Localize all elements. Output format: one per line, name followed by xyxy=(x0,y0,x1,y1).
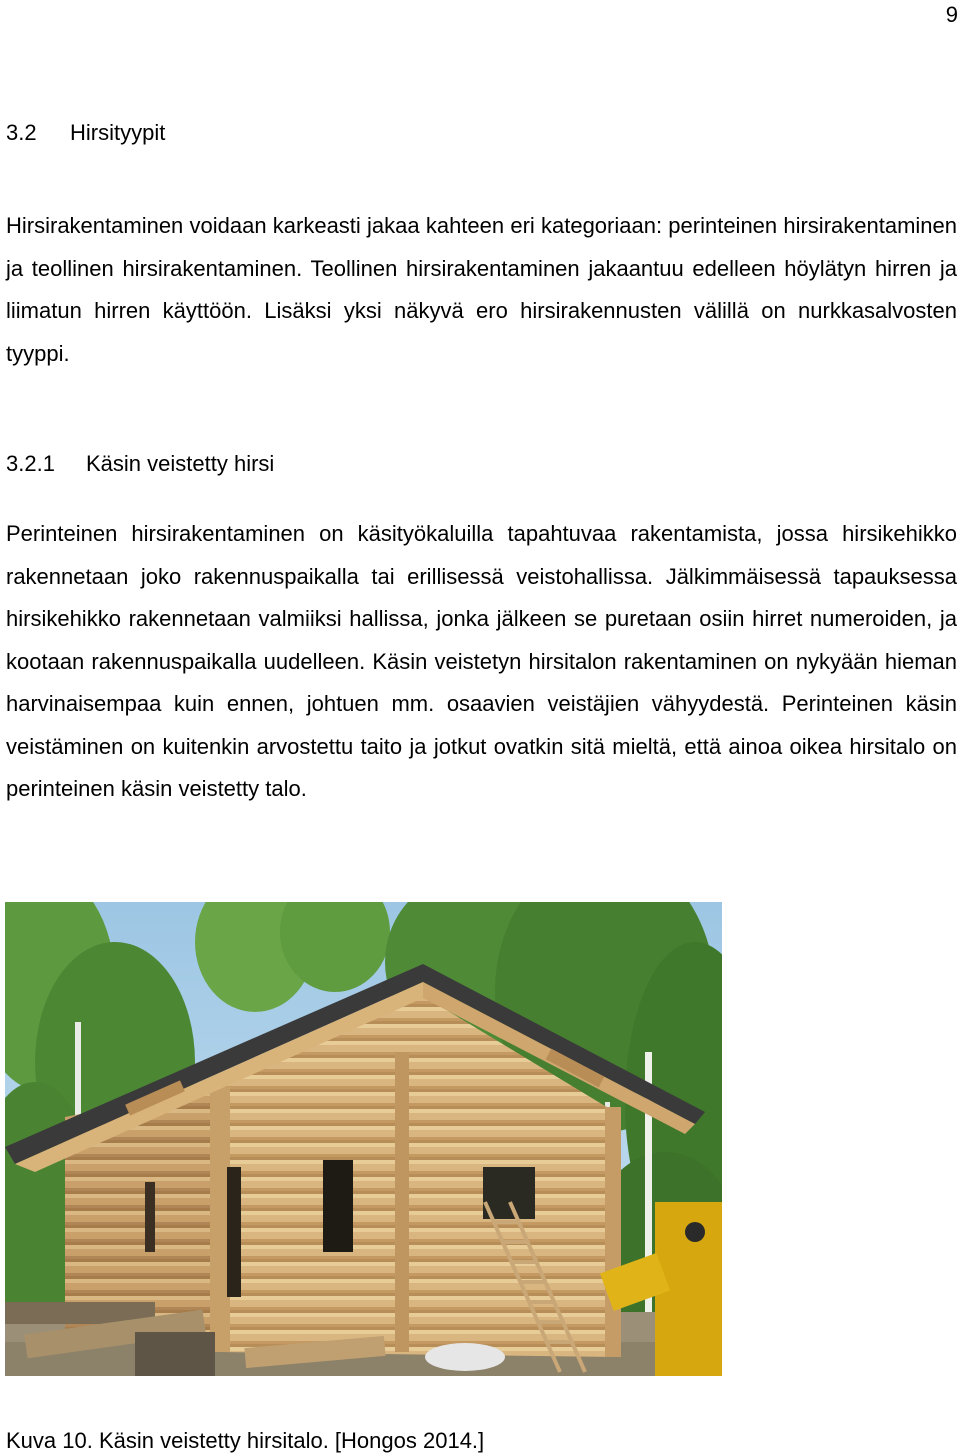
section-title: Hirsityypit xyxy=(70,120,166,145)
subsection-paragraph: Perinteinen hirsirakentaminen on käsityökaluilla tapahtuvaa rakentamista, jossa hirsikehikko rakennetaan joko rakennuspaikalla tai erillisessä veistohallissa. Jälkimmäisessä tapauksessa hirsikehikko rakennetaan valmiiksi hallissa, jonka jälkeen se puretaan osiin hirret numeroiden, ja kootaan rakennuspaikalla uudelleen. Käsin veistetyn hirsitalon rakentaminen on nykyään hieman harvinaisempaa kuin ennen, johtuen mm. osaavien veistäjien vähyydestä. Perinteinen käsin veistäminen on kuitenkin arvostettu taito ja jotkut ovatkin sitä mieltä, että ainoa oikea hirsitalo on perinteinen käsin veistetty talo. xyxy=(6,521,957,801)
log-house-photo xyxy=(5,902,722,1376)
window-left xyxy=(323,1160,353,1252)
subsection-heading xyxy=(6,449,274,479)
figure-caption: Kuva 10. Käsin veistetty hirsitalo. [Hongos 2014.] xyxy=(6,1428,485,1453)
side-window xyxy=(145,1182,155,1252)
section-paragraph: Hirsirakentaminen voidaan karkeasti jakaa kahteen eri kategoriaan: perinteinen hirsirakentaminen ja teollinen hirsirakentaminen. Teollinen hirsirakentaminen jakaantuu edelleen höylätyn hirren ja liimatun hirren käyttöön. Lisäksi yksi näkyvä ero hirsirakennusten välillä on nurkkasalvosten tyyppi. xyxy=(6,213,957,366)
log-house-illustration xyxy=(5,902,722,1376)
subsection-title: Käsin veistetty hirsi xyxy=(86,451,275,476)
side-door xyxy=(227,1167,241,1297)
section-number: 3.2 xyxy=(6,120,37,145)
subsection-number: 3.2.1 xyxy=(6,451,55,476)
page-number: 9 xyxy=(945,2,958,27)
section-heading xyxy=(6,118,165,148)
